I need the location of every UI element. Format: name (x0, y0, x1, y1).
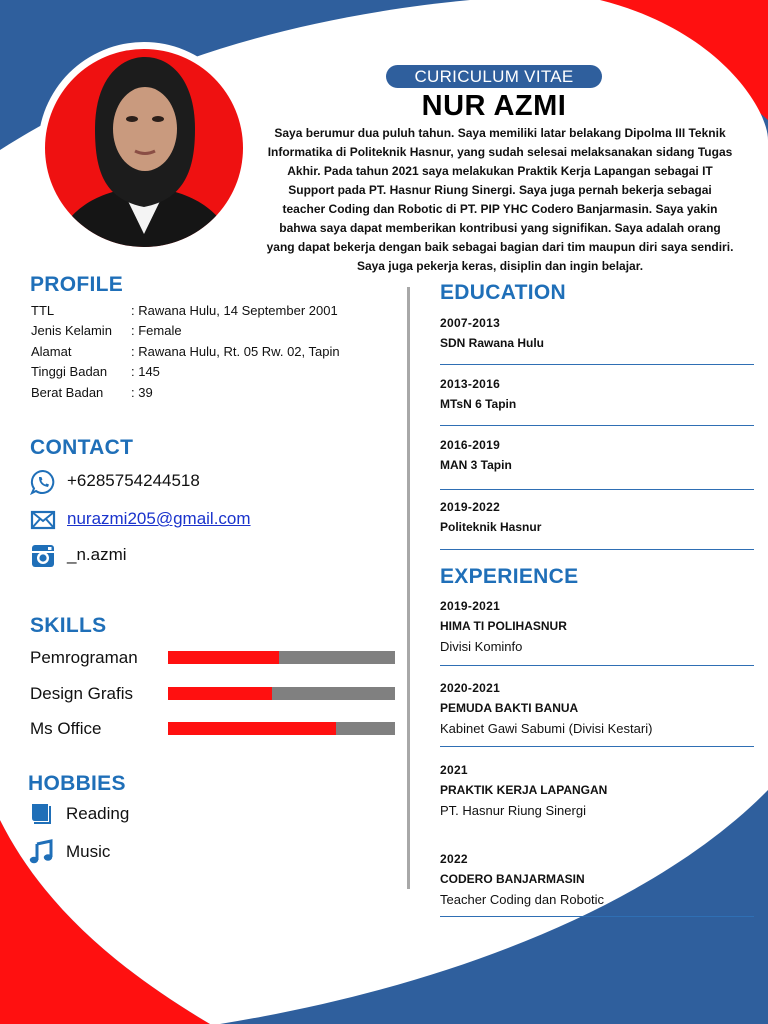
education-item (440, 374, 754, 414)
divider-line (440, 916, 754, 917)
profile-label: Alamat (31, 344, 72, 359)
profile-value: : 145 (131, 364, 160, 379)
divider-line (440, 364, 754, 365)
profile-value: : 39 (131, 385, 153, 400)
profile-photo-frame (38, 42, 250, 254)
instagram-icon (30, 543, 56, 569)
cv-title-badge: CURICULUM VITAE (386, 65, 602, 88)
contact-heading: CONTACT (30, 436, 134, 459)
education-years: 2013-2016 (440, 377, 501, 391)
education-years: 2007-2013 (440, 316, 501, 330)
education-school: Politeknik Hasnur (440, 520, 542, 534)
skill-bar-fill (168, 651, 279, 664)
hobbies-heading: HOBBIES (28, 772, 126, 795)
education-item (440, 497, 754, 537)
experience-heading: EXPERIENCE (440, 565, 579, 588)
divider-line (440, 489, 754, 490)
instagram-handle: _n.azmi (67, 545, 127, 564)
column-divider (407, 287, 410, 889)
skills-heading: SKILLS (30, 614, 107, 637)
experience-years: 2022 (440, 852, 468, 866)
candidate-name: NUR AZMI (421, 90, 567, 122)
skill-name: Pemrograman (30, 648, 138, 667)
experience-years: 2021 (440, 763, 468, 777)
experience-item (440, 596, 754, 657)
summary-paragraph: Saya berumur dua puluh tahun. Saya memiliki latar belakang Dipolma III Teknik Informatika di Politeknik Hasnur, yang sudah selesai melaksanakan sidang Tugas Akhir. Pada tahun 2021 saya melakukan Praktik Kerja Lapangan sebagai IT Support pada PT. Hasnur Riung Sinergi. Saya juga pernah bekerja sebagai teacher Coding dan Robotic di PT. PIP YHC Codero Banjarmasin. Saya yakin bahwa saya dapat memberikan kontribusi yang signifikan. Saya adalah orang yang dapat bekerja dengan baik sebagai bagian dari tim maupun diri saya sendiri. Saya juga pekerja keras, disiplin dan ingin belajar. (266, 126, 734, 273)
profile-value: : Rawana Hulu, Rt. 05 Rw. 02, Tapin (131, 344, 340, 359)
divider-line (440, 665, 754, 666)
profile-photo (45, 49, 243, 247)
experience-org: CODERO BANJARMASIN (440, 872, 585, 886)
mail-icon (30, 507, 56, 533)
phone-number: +6285754244518 (67, 471, 200, 490)
skill-bar-fill (168, 722, 336, 735)
experience-org: PRAKTIK KERJA LAPANGAN (440, 783, 608, 797)
profile-label: Jenis Kelamin (31, 323, 112, 338)
experience-role: Divisi Kominfo (440, 639, 523, 654)
profile-label: Berat Badan (31, 385, 104, 400)
education-school: MAN 3 Tapin (440, 458, 512, 472)
profile-value: : Female (131, 323, 182, 338)
email-link[interactable]: nurazmi205@gmail.com (67, 509, 251, 528)
education-years: 2016-2019 (440, 438, 501, 452)
education-item (440, 313, 754, 353)
divider-line (440, 425, 754, 426)
skill-row (30, 684, 396, 706)
skill-bar-fill (168, 687, 272, 700)
skill-row (30, 719, 396, 741)
skill-bar (168, 687, 395, 700)
whatsapp-icon (30, 469, 56, 495)
experience-org: PEMUDA BAKTI BANUA (440, 701, 579, 715)
experience-role: Kabinet Gawi Sabumi (Divisi Kestari) (440, 721, 653, 736)
skill-bar (168, 722, 395, 735)
education-years: 2019-2022 (440, 500, 501, 514)
experience-years: 2019-2021 (440, 599, 501, 613)
education-item (440, 435, 754, 475)
divider-line (440, 746, 754, 747)
skill-name: Design Grafis (30, 684, 133, 703)
experience-item (440, 678, 754, 739)
experience-role: PT. Hasnur Riung Sinergi (440, 803, 586, 818)
skill-name: Ms Office (30, 719, 102, 738)
education-heading: EDUCATION (440, 281, 566, 304)
experience-org: HIMA TI POLIHASNUR (440, 619, 567, 633)
book-icon (28, 801, 54, 827)
profile-value: : Rawana Hulu, 14 September 2001 (131, 303, 338, 318)
music-note-icon (28, 839, 54, 865)
hobby-name: Reading (66, 804, 130, 823)
profile-label: Tinggi Badan (31, 364, 108, 379)
experience-role: Teacher Coding dan Robotic (440, 892, 605, 907)
profile-heading: PROFILE (30, 273, 124, 296)
divider-line (440, 549, 754, 550)
education-school: MTsN 6 Tapin (440, 397, 517, 411)
education-school: SDN Rawana Hulu (440, 336, 545, 350)
skill-row (30, 648, 396, 670)
experience-item (440, 849, 754, 910)
hobby-name: Music (66, 842, 111, 861)
experience-years: 2020-2021 (440, 681, 501, 695)
skill-bar (168, 651, 395, 664)
experience-item (440, 760, 754, 821)
profile-label: TTL (31, 303, 55, 318)
